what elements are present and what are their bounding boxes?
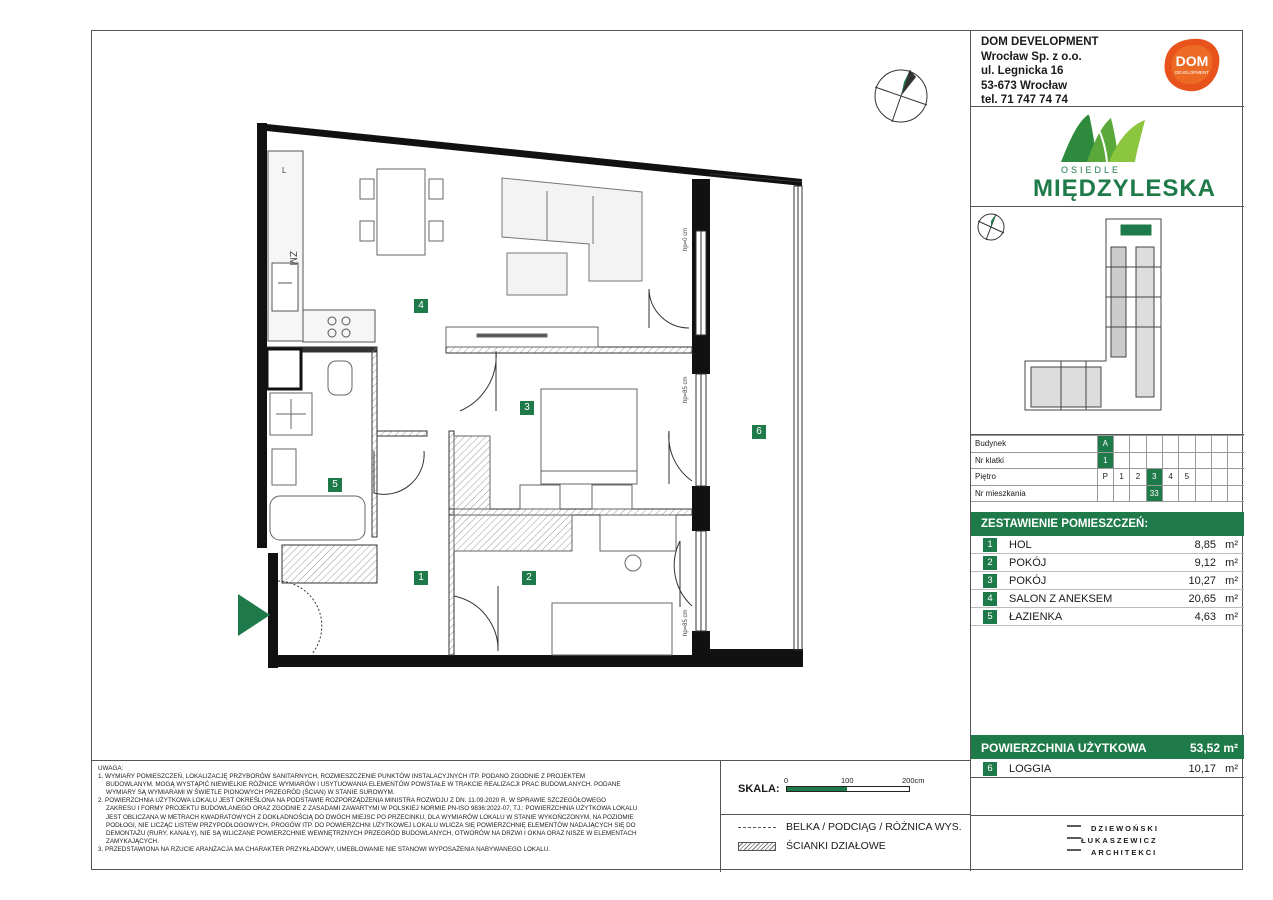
legend-hatch <box>738 840 886 852</box>
architect-name: DZIEWOŃSKI <box>1091 824 1159 833</box>
key-plan <box>971 207 1244 435</box>
room-area: 20,65 m² <box>1188 593 1238 605</box>
fridge-label: ZM <box>287 251 298 266</box>
loggia-row <box>971 760 1244 778</box>
bedroom-3-furniture <box>454 389 637 509</box>
total-area-label: POWIERZCHNIA UŻYTKOWA <box>981 741 1147 755</box>
pietro-option-selected: 3 <box>1146 469 1162 486</box>
plan-sheet <box>91 30 1243 870</box>
scale-box <box>721 761 971 815</box>
note-line: WYMIARY SĄ WYMIARAMI W ŚWIETLE PIONOWYCH PRZEGRÓD (ŚCIAN) W STANIE SUROWYM. <box>106 789 395 797</box>
room-name: HOL <box>1009 539 1032 551</box>
note-line: JEST OBLICZANA W METRACH KWADRATOWYCH Z DOKŁADNOŚCIĄ DO DWÓCH MIEJSC PO PRZECINKU, DLA WYMIARÓW LOKALU W STANIE WYKOŃCZONYM, NA POZIOMIE <box>106 813 634 821</box>
room-row <box>971 608 1244 626</box>
keyplan-compass-icon <box>978 214 1004 240</box>
brand-block <box>971 107 1244 207</box>
height-note-room3: hp=85 cm <box>683 376 689 403</box>
floor-plan-area <box>92 31 971 760</box>
room-number: 4 <box>983 592 997 606</box>
note-line: BUDOWLANYM. MOGĄ WYSTĄPIĆ NIEWIELKIE RÓŻNICE WYMIARÓW I USYTUOWANIA ELEMENTÓW POWSTAŁE W TRAKCIE REALIZACJI PRAC BUDOWLANYCH. PODANE <box>106 781 621 789</box>
info-panel <box>971 31 1244 871</box>
loggia-outline <box>710 174 802 650</box>
height-note-salon: hp=0 cm <box>683 227 689 251</box>
room-label-5: 5 <box>328 478 342 492</box>
pietro-option: 2 <box>1130 469 1146 486</box>
sofa <box>502 178 642 295</box>
architects-block <box>971 815 1244 871</box>
note-line: 3. PRZEDSTAWIONA NA RZUCIE ARANŻACJA MA CHARAKTER PRZYKŁADOWY, UMEBLOWANIE NIE STANOWI WYPOSAŻENIA NABYWANEGO LOKALU. <box>98 845 551 853</box>
room-number: 2 <box>983 556 997 570</box>
window-room2 <box>696 531 706 631</box>
top-wall <box>257 123 802 186</box>
hatch-icon <box>738 842 776 851</box>
note-line: DEMONTAŻU (RURY, KANAŁY), NIE SĄ WLICZANE POWIERZCHNIE WEWNĘTRZNYCH PRZEGRÓD BUDOWLANYCH, OTWORÓW NA DRZWI I OKNA ORAZ NISZE W ELEMENTACH <box>106 829 637 837</box>
loggia-area: 10,17 m² <box>1188 763 1238 775</box>
total-area-value: 53,52 m² <box>1189 741 1238 755</box>
rooms-list <box>971 536 1244 626</box>
svg-text:DOM: DOM <box>1175 53 1209 69</box>
dom-development-logo <box>1162 37 1222 93</box>
architect-name: ARCHITEKCI <box>1091 848 1158 857</box>
kitchen-counter <box>268 151 375 342</box>
label-klatka: Nr klatki <box>971 452 1097 469</box>
company-block <box>971 31 1244 107</box>
brand-name: MIĘDZYLESKA <box>1033 175 1217 202</box>
room-label-6: 6 <box>752 425 766 439</box>
mieszkanie-value: 33 <box>1146 485 1162 502</box>
scale-label: SKALA: <box>738 783 780 795</box>
room-row <box>971 590 1244 608</box>
legend-dashed <box>738 821 962 833</box>
legend-area <box>721 761 971 872</box>
note-line: 1. WYMIARY POMIESZCZEŃ, LOKALIZACJĘ PRZYBORÓW SANITARNYCH, ROZMIESZCZENIE PUNKTÓW INSTALACYJNYCH ITP. PODANO ZGODNIE Z PROJEKTEM <box>98 773 586 781</box>
window-salon <box>696 231 706 335</box>
loggia-name: LOGGIA <box>1009 763 1052 775</box>
room-row <box>971 536 1244 554</box>
height-note-room2: hp=85 cm <box>683 609 689 636</box>
brand-subtitle: OSIEDLE <box>1061 165 1122 175</box>
brand-mountain-logo <box>1059 112 1147 164</box>
floor-plan-drawing <box>92 31 971 760</box>
note-line: ZAKRESU I FORMY PROJEKTU BUDOWLANEGO ORAZ ZGODNIE Z ZASADAMI ZAWARTYMI W POLSKIEJ NORMIE PN-ISO 9836:2022-07, TJ.: POWIERZCHNIA UŻYTKOWA LOKALU <box>106 805 638 813</box>
small-label: L <box>282 166 287 175</box>
bedroom-2-furniture <box>454 515 676 655</box>
room-area: 10,27 m² <box>1188 575 1238 587</box>
right-wall-mid2 <box>692 486 710 531</box>
company-line: Wrocław Sp. z o.o. <box>981 50 1082 63</box>
room-label-2: 2 <box>522 571 536 585</box>
legend-hatch-label: ŚCIANKI DZIAŁOWE <box>786 840 886 852</box>
pietro-option: 4 <box>1162 469 1178 486</box>
room-area: 9,12 m² <box>1194 557 1238 569</box>
left-wall <box>257 123 267 548</box>
room-number: 5 <box>983 610 997 624</box>
right-wall-mid <box>692 334 710 374</box>
legend-dashed-label: BELKA / PODCIĄG / RÓŻNICA WYS. <box>786 821 962 833</box>
dining-set <box>360 169 443 255</box>
room-area: 4,63 m² <box>1194 611 1238 623</box>
label-pietro: Piętro <box>971 469 1097 486</box>
scale-tick-0: 0 <box>784 776 789 785</box>
room-name: SALON Z ANEKSEM <box>1009 593 1113 605</box>
pietro-option: 1 <box>1113 469 1129 486</box>
notes-section <box>92 760 971 871</box>
note-line: 2. POWIERZCHNIA UŻYTKOWA LOKALU JEST OKREŚLONA NA PODSTAWIE ROZPORZĄDZENIA MINISTRA ROZWOJU Z DN. 11.09.2020 R. W SPRAWIE SZCZEGÓŁOWEGO <box>98 797 607 805</box>
unit-info-table <box>971 435 1244 502</box>
note-line: PODŁOGI, NIE LICZĄC LISTEW PRZYPODŁOGOWYCH, PROGÓW ITP. DO POWIERZCHNI UŻYTKOWEJ LOKALU WLICZA SIĘ POWIERZCHNIĘ ELEMENTÓW NADAJĄCYCH SIĘ DO <box>106 821 636 829</box>
tv-unit <box>446 327 598 347</box>
room-label-3: 3 <box>520 401 534 415</box>
room-label-4: 4 <box>414 299 428 313</box>
room-name: ŁAZIENKA <box>1009 611 1063 623</box>
room-area: 8,85 m² <box>1194 539 1238 551</box>
company-line: tel. 71 747 74 74 <box>981 94 1068 106</box>
svg-text:DEVELOPMENT: DEVELOPMENT <box>1174 70 1210 75</box>
compass-icon <box>872 67 930 125</box>
scale-tick-100: 100 <box>841 776 854 785</box>
label-budynek: Budynek <box>971 436 1097 453</box>
notes-title: UWAGA: <box>98 765 124 772</box>
company-line: ul. Legnicka 16 <box>981 65 1064 77</box>
klatka-value: 1 <box>1097 452 1113 469</box>
label-mieszkanie: Nr mieszkania <box>971 485 1097 502</box>
building-outline <box>1025 219 1161 410</box>
architect-name: ŁUKASZEWICZ <box>1081 836 1158 845</box>
note-line: ZAMYKAJĄCYCH. <box>106 837 159 845</box>
total-area-row <box>971 735 1244 759</box>
entrance-arrow-icon <box>238 594 270 636</box>
room-number: 3 <box>983 574 997 588</box>
dashed-line-icon <box>738 827 776 828</box>
room-name: POKÓJ <box>1009 557 1047 569</box>
building-key-plan <box>971 207 1244 435</box>
pietro-option: P <box>1097 469 1113 486</box>
room-row <box>971 554 1244 572</box>
notes-text <box>92 761 721 872</box>
budynek-value: A <box>1097 436 1113 453</box>
room-number: 1 <box>983 538 997 552</box>
window-room3 <box>696 374 706 486</box>
company-line: 53-673 Wrocław <box>981 79 1068 92</box>
room-number: 6 <box>983 762 997 776</box>
rooms-heading: ZESTAWIENIE POMIESZCZEŃ: <box>971 512 1244 536</box>
room-row <box>971 572 1244 590</box>
room-label-1: 1 <box>414 571 428 585</box>
pietro-option: 5 <box>1179 469 1195 486</box>
room-name: POKÓJ <box>1009 575 1047 587</box>
scale-bar <box>786 786 910 792</box>
right-wall-bottom <box>692 631 710 661</box>
company-line: DOM DEVELOPMENT <box>981 36 1099 48</box>
scale-tick-200: 200cm <box>902 776 925 785</box>
